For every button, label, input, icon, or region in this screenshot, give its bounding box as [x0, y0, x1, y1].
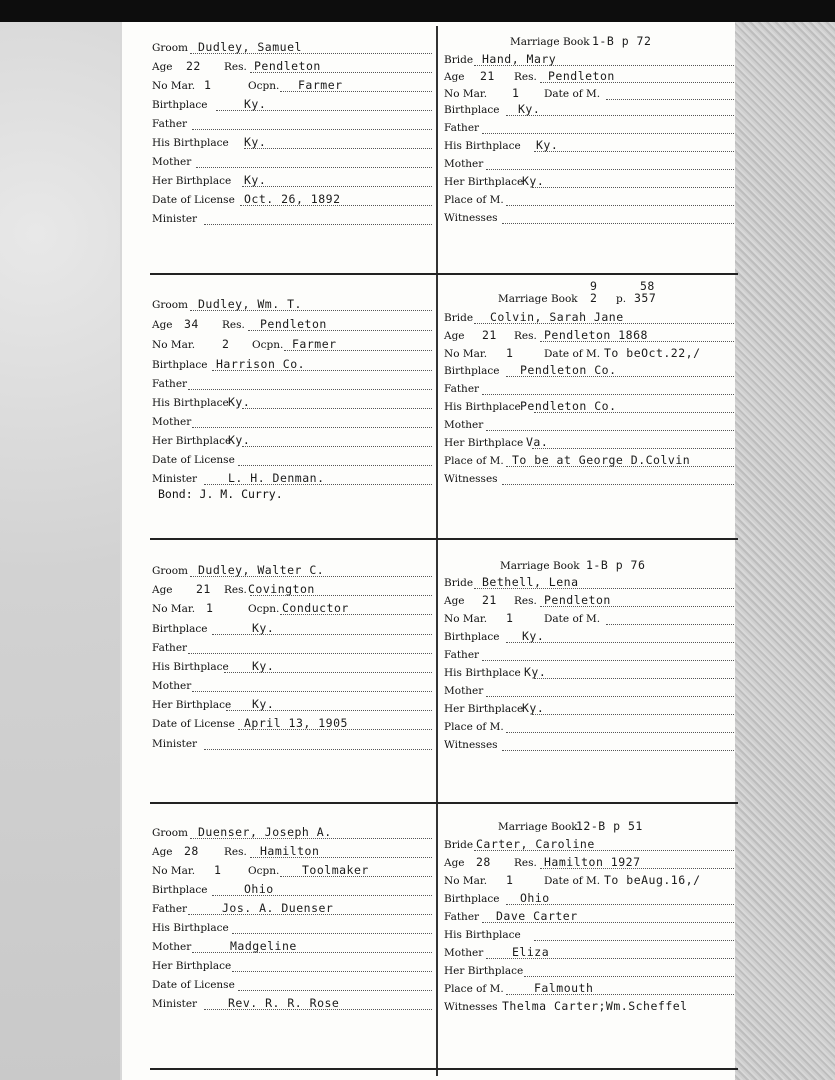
- record-separator: [150, 1068, 738, 1070]
- bride-name: Carter, Caroline: [476, 837, 595, 851]
- license-date: April 13, 1905: [244, 716, 348, 730]
- record-separator: [150, 538, 738, 540]
- scanner-top-border: [0, 0, 835, 22]
- groom-age: 22: [186, 59, 201, 73]
- groom-residence: Pendleton: [254, 59, 321, 73]
- scan-left-margin: [0, 22, 120, 1080]
- marriage-book-ref: 1-B p 72: [592, 34, 652, 48]
- minister-name: L. H. Denman.: [228, 471, 325, 485]
- license-date: Oct. 26, 1892: [244, 192, 341, 206]
- bride-name: Bethell, Lena: [482, 575, 579, 589]
- groom-no-marriages: 1: [204, 78, 212, 92]
- marriage-book-row: Marriage Book 1-B p 72: [510, 34, 652, 48]
- bride-name: Hand, Mary: [482, 52, 557, 66]
- record-separator: [150, 802, 738, 804]
- bond-note: Bond: J. M. Curry.: [158, 487, 283, 501]
- bride-name: Colvin, Sarah Jane: [490, 310, 624, 324]
- minister-name: Rev. R. R. Rose: [228, 996, 340, 1010]
- groom-name: Dudley, Walter C.: [198, 563, 325, 577]
- marriage-book-row: Marriage Book 1-B p 76: [500, 558, 646, 572]
- column-divider: [436, 26, 438, 1076]
- groom-name: Dudley, Wm. T.: [198, 297, 302, 311]
- age-res-row: Age 22 Res. Pendleton: [152, 59, 432, 76]
- record-separator: [150, 273, 738, 275]
- groom-name: Dudley, Samuel: [198, 40, 302, 54]
- marriage-book-row: Marriage Book 12-B p 51: [498, 819, 643, 833]
- groom-row: Groom Dudley, Samuel: [152, 40, 432, 57]
- scan-right-margin: [735, 22, 835, 1080]
- marriage-book-row: Marriage Book 9 2 p. 58 357: [498, 279, 657, 305]
- no-mar-ocpn-row: No Mar. 1 Ocpn. Farmer: [152, 78, 432, 95]
- groom-name: Duenser, Joseph A.: [198, 825, 332, 839]
- groom-occupation: Farmer: [298, 78, 343, 92]
